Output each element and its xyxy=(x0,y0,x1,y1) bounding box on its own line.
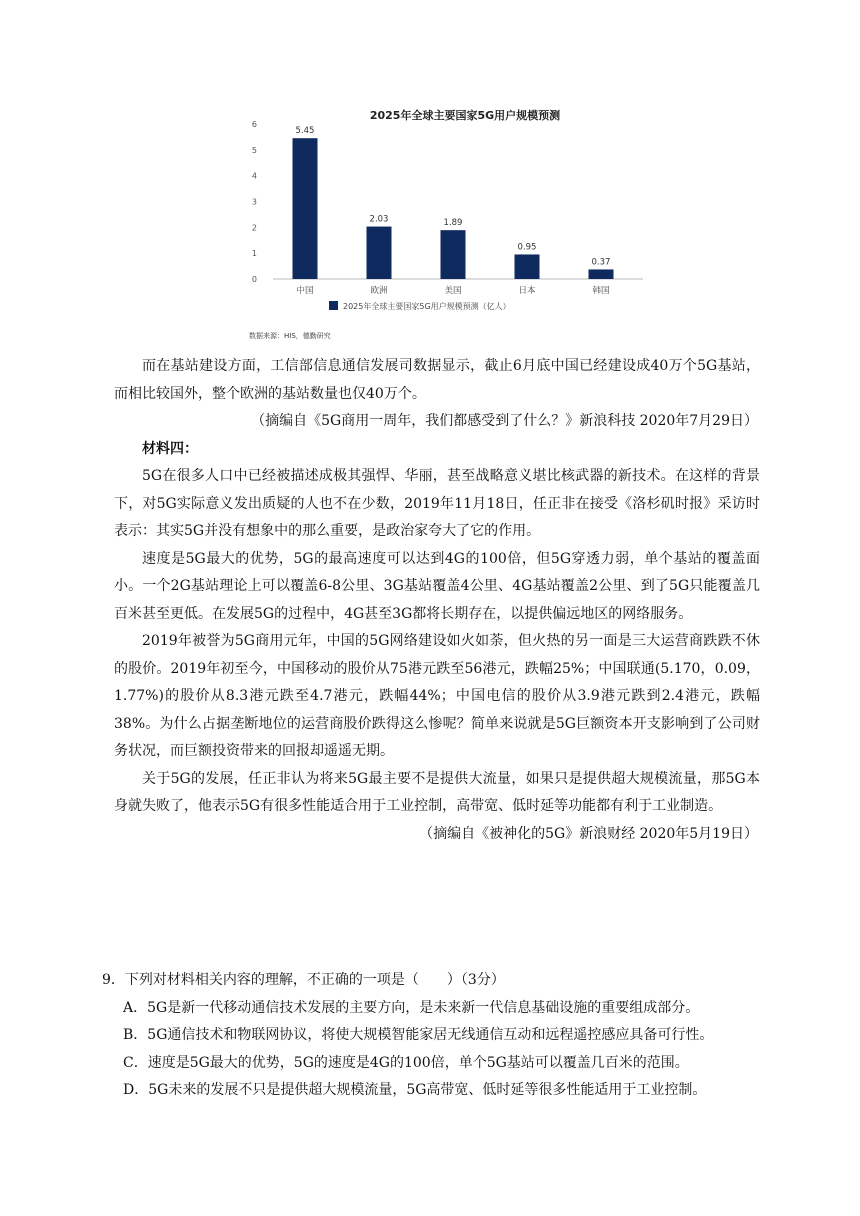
data-label: 5.45 xyxy=(295,126,315,137)
paragraph-4: 2019年被誉为5G商用元年，中国的5G网络建设如火如荼，但火热的另一面是三大运营商跌跌不休的股价。2019年初至今，中国移动的股价从75港元跌至56港元，跌幅25%；中国联通(5.170，0.09，1.77%)的股价从8.3港元跌至4.7港元，跌幅44%；中国电信的股价从3.9港元跌到2.4港元，跌幅38%。为什么占据垄断地位的运营商股价跌得这么惨呢？简单来说就是5G巨额资本开支影响到了公司财务状况，而巨额投资带来的回报却遥遥无期。 xyxy=(114,633,760,759)
y-tick-label: 1 xyxy=(251,249,257,259)
question-9 xyxy=(102,967,762,1105)
y-tick-label: 5 xyxy=(251,145,257,155)
chart-canvas xyxy=(245,104,655,344)
category-label: 欧洲 xyxy=(370,286,388,296)
category-label: 韩国 xyxy=(592,286,610,296)
paragraph-2: 5G在很多人口中已经被描述成极其强悍、华丽，甚至战略意义堪比核武器的新技术。在这样的背景下，对5G实际意义发出质疑的人也不在少数，2019年11月18日，任正非在接受《洛杉矶时报》采访时表示：其实5G并没有想象中的那么重要，是政治家夸大了它的作用。 xyxy=(114,468,760,539)
option-c: C．速度是5G最大的优势，5G的速度是4G的100倍，单个5G基站可以覆盖几百米的范围。 xyxy=(123,1054,689,1071)
article-body xyxy=(114,353,760,848)
source-citation-1: （摘编自《5G商用一周年，我们都感受到了什么？》新浪科技 2020年7月29日） xyxy=(251,413,758,429)
bar xyxy=(515,254,540,279)
category-label: 日本 xyxy=(518,286,536,296)
material-4-heading: 材料四： xyxy=(142,440,198,457)
legend-swatch xyxy=(329,301,338,310)
legend-label: 2025年全球主要国家5G用户规模预测（亿人） xyxy=(343,302,511,311)
chart-source: 数据来源：HIS，德勤研究 xyxy=(249,332,331,340)
bar xyxy=(293,138,318,279)
y-tick-label: 4 xyxy=(251,171,257,181)
paragraph-1: 而在基站建设方面，工信部信息通信发展司数据显示，截止6月底中国已经建设成40万个5G基站，而相比较国外，整个欧洲的基站数量也仅40万个。 xyxy=(114,358,760,402)
bar-chart xyxy=(245,104,655,344)
option-a: A．5G是新一代移动通信技术发展的主要方向，是未来新一代信息基础设施的重要组成部分。 xyxy=(123,999,700,1016)
category-label: 中国 xyxy=(296,286,314,296)
option-b: B．5G通信技术和物联网协议，将使大规模智能家居无线通信互动和远程遥控感应具备可行性。 xyxy=(123,1027,714,1043)
category-label: 美国 xyxy=(444,286,462,296)
y-tick-label: 3 xyxy=(251,197,257,207)
data-label: 2.03 xyxy=(369,214,389,225)
bar xyxy=(441,230,466,279)
bar xyxy=(367,227,392,279)
chart-title: 2025年全球主要国家5G用户规模预测 xyxy=(369,109,561,122)
bar xyxy=(589,269,614,279)
data-label: 0.95 xyxy=(517,242,537,253)
paragraph-3: 速度是5G最大的优势，5G的最高速度可以达到4G的100倍，但5G穿透力弱，单个基站的覆盖面小。一个2G基站理论上可以覆盖6-8公里、3G基站覆盖4公里、4G基站覆盖2公里、到了5G只能覆盖几百米甚至更低。在发展5G的过程中，4G甚至3G都将长期存在，以提供偏远地区的网络服务。 xyxy=(114,550,760,622)
y-tick-label: 2 xyxy=(251,223,257,233)
y-tick-label: 0 xyxy=(251,275,257,284)
source-citation-2: （摘编自《被神化的5G》新浪财经 2020年5月19日） xyxy=(419,825,758,842)
y-tick-label: 6 xyxy=(251,120,257,129)
data-label: 0.37 xyxy=(591,257,611,268)
question-stem: 9．下列对材料相关内容的理解，不正确的一项是（ ）（3分） xyxy=(102,972,505,988)
data-label: 1.89 xyxy=(443,218,463,229)
paragraph-5: 关于5G的发展，任正非认为将来5G最主要不是提供大流量，如果只是提供超大规模流量，那5G本身就失败了，他表示5G有很多性能适合用于工业控制，高带宽、低时延等功能都有利于工业制造。 xyxy=(114,770,760,814)
option-d: D．5G未来的发展不只是提供超大规模流量，5G高带宽、低时延等很多性能适用于工业控制。 xyxy=(123,1082,707,1098)
